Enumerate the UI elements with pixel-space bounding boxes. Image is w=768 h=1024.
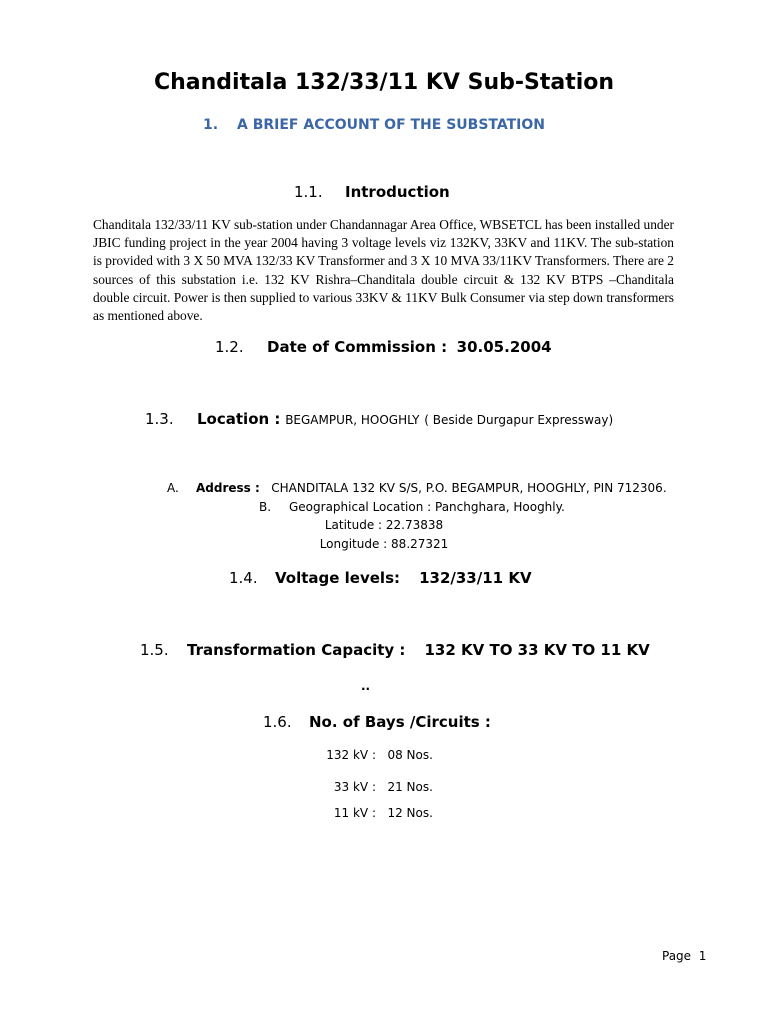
- bay-voltage: 132 kV :: [326, 748, 376, 762]
- page-label: Page: [662, 949, 692, 963]
- intro-heading: [294, 183, 450, 201]
- geo-location-line: [259, 500, 565, 514]
- location-heading: [145, 410, 613, 428]
- voltage-label: Voltage levels:: [275, 569, 400, 587]
- transformation-label: Transformation Capacity :: [187, 641, 406, 659]
- commission-label: Date of Commission :: [267, 338, 448, 356]
- separator-dots: ..: [361, 679, 371, 693]
- intro-title: Introduction: [345, 183, 450, 201]
- commission-heading: [215, 338, 552, 356]
- address-value: CHANDITALA 132 KV S/S, P.O. BEGAMPUR, HOOGHLY, PIN 712306.: [271, 481, 667, 495]
- voltage-value: 132/33/11 KV: [419, 569, 532, 587]
- location-note: ( Beside Durgapur Expressway): [424, 413, 614, 427]
- bays-number: 1.6.: [263, 713, 292, 731]
- location-label: Location :: [197, 410, 281, 428]
- transformation-heading: [140, 641, 650, 659]
- section-heading: [203, 117, 545, 133]
- bays-label: No. of Bays /Circuits :: [309, 713, 491, 731]
- address-label: Address :: [196, 481, 260, 495]
- voltage-heading: [229, 569, 532, 587]
- longitude: Longitude : 88.27321: [319, 537, 449, 551]
- bay-row-11kv: [300, 806, 433, 820]
- bay-voltage: 11 kV :: [333, 806, 376, 820]
- voltage-number: 1.4.: [229, 569, 258, 587]
- commission-value: 30.05.2004: [456, 338, 552, 356]
- commission-number: 1.2.: [215, 338, 244, 356]
- bay-count: 21 Nos.: [387, 780, 433, 794]
- address-marker: A.: [167, 481, 179, 495]
- page-title: Chanditala 132/33/11 KV Sub-Station: [153, 70, 615, 95]
- section-number: 1.: [203, 117, 219, 133]
- bay-row-132kv: [300, 748, 433, 762]
- page-footer: [662, 949, 706, 963]
- bay-row-33kv: [300, 780, 433, 794]
- bay-count: 12 Nos.: [387, 806, 433, 820]
- location-value: BEGAMPUR, HOOGHLY: [285, 413, 420, 427]
- transformation-number: 1.5.: [140, 641, 169, 659]
- latitude: Latitude : 22.73838: [324, 518, 444, 532]
- bay-voltage: 33 kV :: [333, 780, 376, 794]
- geo-text: Geographical Location : Panchghara, Hooghly.: [289, 500, 565, 514]
- bay-count: 08 Nos.: [387, 748, 433, 762]
- section-title: A BRIEF ACCOUNT OF THE SUBSTATION: [237, 117, 545, 133]
- intro-paragraph: Chanditala 132/33/11 KV sub-station under Chandannagar Area Office, WBSETCL has been installed under JBIC funding project in the year 2004 having 3 voltage levels viz 132KV, 33KV and 11KV. The sub-station is provided with 3 X 50 MVA 132/33 KV Transformer and 3 X 10 MVA 33/11KV Transformers. There are 2 sources of this substation i.e. 132 KV Rishra–Chanditala double circuit & 132 KV BTPS –Chanditala double circuit. Power is then supplied to various 33KV & 11KV Bulk Consumer via step down transformers as mentioned above.: [93, 217, 674, 324]
- page-number: 1: [698, 949, 707, 963]
- location-number: 1.3.: [145, 410, 174, 428]
- transformation-value: 132 KV TO 33 KV TO 11 KV: [424, 641, 650, 659]
- intro-number: 1.1.: [294, 183, 323, 201]
- bays-heading: [263, 713, 491, 731]
- geo-marker: B.: [259, 500, 272, 514]
- address-line: [167, 481, 667, 495]
